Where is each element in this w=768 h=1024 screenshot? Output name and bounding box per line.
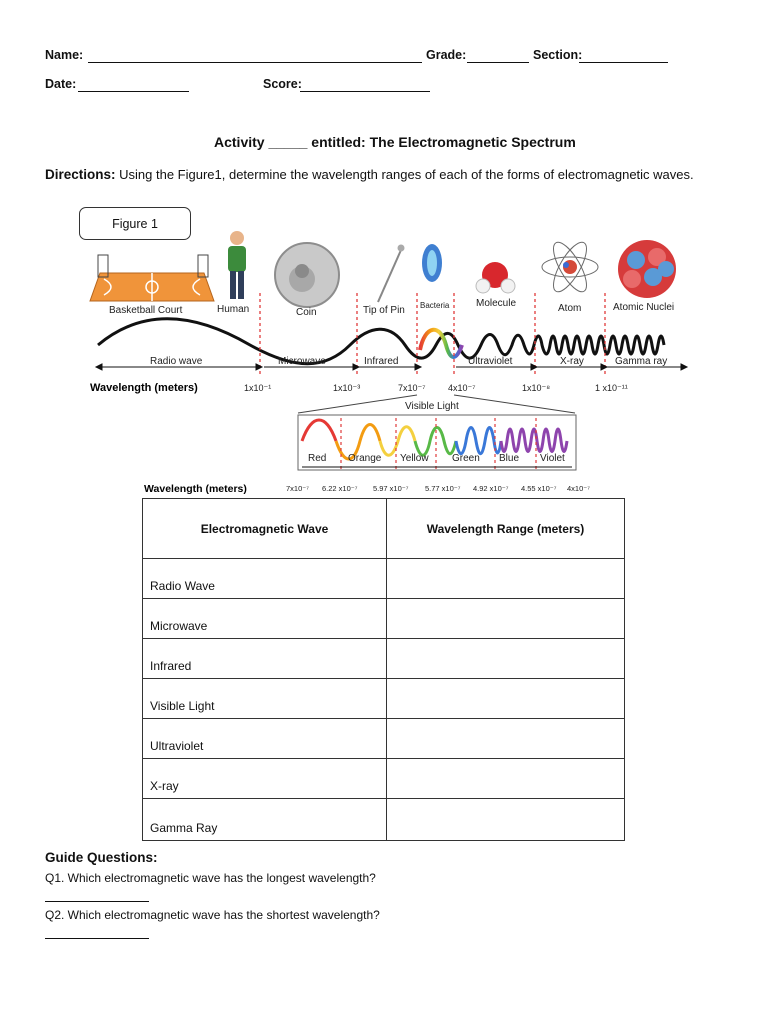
date-label: Date: [45, 77, 77, 91]
figure-label: Figure 1 [112, 216, 158, 231]
svg-text:1x10⁻⁸: 1x10⁻⁸ [522, 383, 551, 393]
color-red: Red [308, 453, 327, 464]
range-answer-cell[interactable] [387, 639, 625, 679]
table-header: Wavelength Range (meters) [387, 499, 625, 559]
svg-text:7x10⁻⁷: 7x10⁻⁷ [398, 383, 426, 393]
label-tip-of-pin: Tip of Pin [363, 305, 405, 316]
svg-text:4.92 x10⁻⁷: 4.92 x10⁻⁷ [473, 484, 509, 493]
label-bacteria: Bacteria [420, 301, 450, 310]
table-row [143, 759, 625, 799]
svg-text:4.55 x10⁻⁷: 4.55 x10⁻⁷ [521, 484, 557, 493]
figure-label-box [79, 207, 191, 240]
question-2: Q2. Which electromagnetic wave has the shortest wavelength? [45, 908, 380, 922]
atom-icon [542, 238, 598, 296]
label-atomic-nuclei: Atomic Nuclei [613, 302, 675, 313]
svg-text:4x10⁻⁷: 4x10⁻⁷ [448, 383, 476, 393]
grade-label: Grade: [426, 48, 467, 62]
label-basketball-court: Basketball Court [109, 305, 183, 316]
bacteria-icon [422, 244, 442, 282]
wavelength-ticks [244, 383, 628, 393]
band-microwave: Microwave [278, 356, 326, 367]
band-radio: Radio wave [150, 356, 203, 367]
grade-blank[interactable] [467, 62, 529, 63]
wavelength-table [142, 498, 625, 841]
label-atom: Atom [558, 303, 582, 314]
label-human: Human [217, 304, 250, 315]
range-answer-cell[interactable] [387, 559, 625, 599]
wave-name-cell: Ultraviolet [143, 719, 387, 759]
human-icon [228, 231, 246, 299]
pin-icon [378, 245, 405, 303]
range-answer-cell[interactable] [387, 599, 625, 639]
molecule-icon [476, 262, 515, 293]
wave-name-cell: Infrared [143, 639, 387, 679]
svg-text:1x10⁻³: 1x10⁻³ [333, 383, 361, 393]
svg-text:6.22 x10⁻⁷: 6.22 x10⁻⁷ [322, 484, 358, 493]
table-row [143, 679, 625, 719]
name-label: Name: [45, 48, 84, 62]
range-answer-cell[interactable] [387, 799, 625, 841]
score-label: Score: [263, 77, 302, 91]
band-xray: X-ray [560, 356, 584, 367]
section-blank[interactable] [579, 62, 668, 63]
svg-text:5.77 x10⁻⁷: 5.77 x10⁻⁷ [425, 484, 461, 493]
label-molecule: Molecule [476, 298, 517, 309]
activity-title: Activity _____ entitled: The Electromagnetic Spectrum [214, 134, 576, 150]
guide-questions-heading: Guide Questions: [45, 850, 158, 865]
table-header-row [143, 499, 625, 559]
coin-icon [275, 243, 339, 307]
table-row [143, 639, 625, 679]
svg-text:7x10⁻⁷: 7x10⁻⁷ [286, 484, 309, 493]
svg-text:4x10⁻⁷: 4x10⁻⁷ [567, 484, 590, 493]
wave-name-cell: Radio Wave [143, 559, 387, 599]
directions-label: Directions: [45, 167, 116, 182]
section-label: Section: [533, 48, 583, 62]
range-answer-cell[interactable] [387, 719, 625, 759]
svg-text:5.97 x10⁻⁷: 5.97 x10⁻⁷ [373, 484, 409, 493]
visible-wavelength-ticks [286, 484, 590, 493]
color-orange: Orange [348, 453, 382, 464]
basketball-court-icon [90, 255, 214, 301]
table-row [143, 719, 625, 759]
score-blank[interactable] [300, 91, 430, 92]
atomic-nuclei-icon [618, 240, 676, 298]
visible-wavelength-axis-label: Wavelength (meters) [144, 483, 247, 495]
band-ultraviolet: Ultraviolet [468, 356, 513, 367]
band-labels [150, 356, 667, 367]
answer-2-blank[interactable] [45, 938, 149, 939]
color-yellow: Yellow [400, 453, 429, 464]
question-1: Q1. Which electromagnetic wave has the longest wavelength? [45, 871, 376, 885]
em-spectrum-figure [80, 205, 690, 500]
visible-light-label: Visible Light [405, 401, 459, 412]
directions-text: Using the Figure1, determine the wavelength ranges of each of the forms of electromagnetic waves. [119, 167, 694, 182]
wave-name-cell: Microwave [143, 599, 387, 639]
wave-name-cell: X-ray [143, 759, 387, 799]
color-violet: Violet [540, 453, 565, 464]
band-infrared: Infrared [364, 356, 399, 367]
svg-text:1x10⁻¹: 1x10⁻¹ [244, 383, 272, 393]
directions [45, 164, 695, 185]
table-header: Electromagnetic Wave [143, 499, 387, 559]
name-blank[interactable] [88, 62, 422, 63]
table-row [143, 599, 625, 639]
wavelength-axis-label: Wavelength (meters) [90, 382, 198, 394]
range-answer-cell[interactable] [387, 759, 625, 799]
table-row [143, 559, 625, 599]
answer-1-blank[interactable] [45, 901, 149, 902]
range-answer-cell[interactable] [387, 679, 625, 719]
color-green: Green [452, 453, 480, 464]
svg-text:1 x10⁻¹¹: 1 x10⁻¹¹ [595, 383, 628, 393]
wave-name-cell: Visible Light [143, 679, 387, 719]
table-row [143, 799, 625, 841]
wave-name-cell: Gamma Ray [143, 799, 387, 841]
visible-light-box [298, 415, 576, 470]
label-coin: Coin [296, 307, 317, 318]
band-gamma: Gamma ray [615, 356, 668, 367]
date-blank[interactable] [78, 91, 189, 92]
color-blue: Blue [499, 453, 520, 464]
